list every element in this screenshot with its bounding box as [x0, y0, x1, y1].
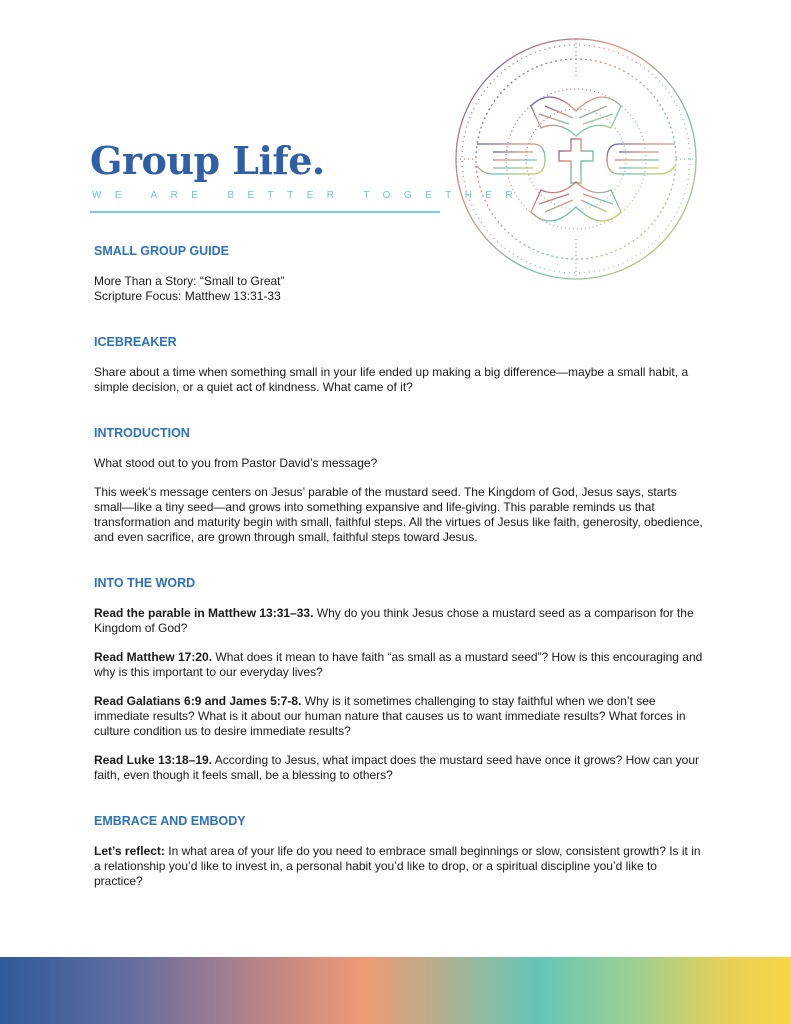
word-item-lead: Read Matthew 17:20. [94, 650, 213, 664]
logo-title: Group Life. [90, 138, 325, 183]
word-item [94, 650, 704, 680]
series-line: More Than a Story: “Small to Great” [94, 274, 285, 288]
icebreaker-heading: ICEBREAKER [94, 335, 177, 349]
introduction-paragraph: This week’s message centers on Jesus’ parable of the mustard seed. The Kingdom of God, Jesus says, starts small—like a tiny seed—and grows into something expansive and life-giving. This parable reminds us that transformation and maturity begin with small, faithful steps. All the virtues of Jesus like faith, generosity, obedience, and even sacrifice, are grown through small, faithful steps toward Jesus. [94, 485, 703, 544]
logo-divider [90, 211, 440, 213]
word-item-lead: Read the parable in Matthew 13:31–33. [94, 606, 314, 620]
into-the-word-heading: INTO THE WORD [94, 576, 196, 590]
introduction-question: What stood out to you from Pastor David’s message? [94, 456, 378, 470]
embrace-body: In what area of your life do you need to embrace small beginnings or slow, consistent growth? Is it in a relationship you’d like to invest in, a personal habit you’d like to drop, or a spiritual discipline you’d like to practice? [94, 844, 701, 888]
embrace-heading: EMBRACE AND EMBODY [94, 814, 246, 828]
word-item [94, 694, 704, 739]
scripture-line: Scripture Focus: Matthew 13:31-33 [94, 289, 281, 303]
logo-tagline: WE ARE BETTER TOGETHER [92, 190, 526, 201]
word-item [94, 753, 704, 783]
word-item-text: According to Jesus, what impact does the mustard seed have once it grows? How can your faith, even though it feels small, be a blessing to others? [94, 753, 699, 782]
small-group-guide-heading: SMALL GROUP GUIDE [94, 244, 229, 258]
introduction-heading: INTRODUCTION [94, 426, 190, 440]
word-item-text: What does it mean to have faith “as small as a mustard seed”? How is this encouraging and why is this important to our everyday lives? [94, 650, 703, 679]
word-item-lead: Read Luke 13:18–19. [94, 753, 213, 767]
guide-content [94, 243, 704, 889]
icebreaker-text: Share about a time when something small in your life ended up making a big difference—maybe a small habit, a simple decision, or a quiet act of kindness. What came of it? [94, 365, 689, 394]
footer-gradient-bar [0, 957, 791, 1024]
embrace-text [94, 844, 704, 889]
word-item-text: Why is it sometimes challenging to stay faithful when we don’t see immediate results? What is it about our human nature that causes us to want immediate results? What forces in culture condition us to desire immediate results? [94, 694, 686, 738]
word-item-lead: Read Galatians 6:9 and James 5:7-8. [94, 694, 302, 708]
embrace-lead: Let’s reflect: [94, 844, 165, 858]
word-item-text: Why do you think Jesus chose a mustard seed as a comparison for the Kingdom of God? [94, 606, 694, 635]
word-item [94, 606, 704, 636]
